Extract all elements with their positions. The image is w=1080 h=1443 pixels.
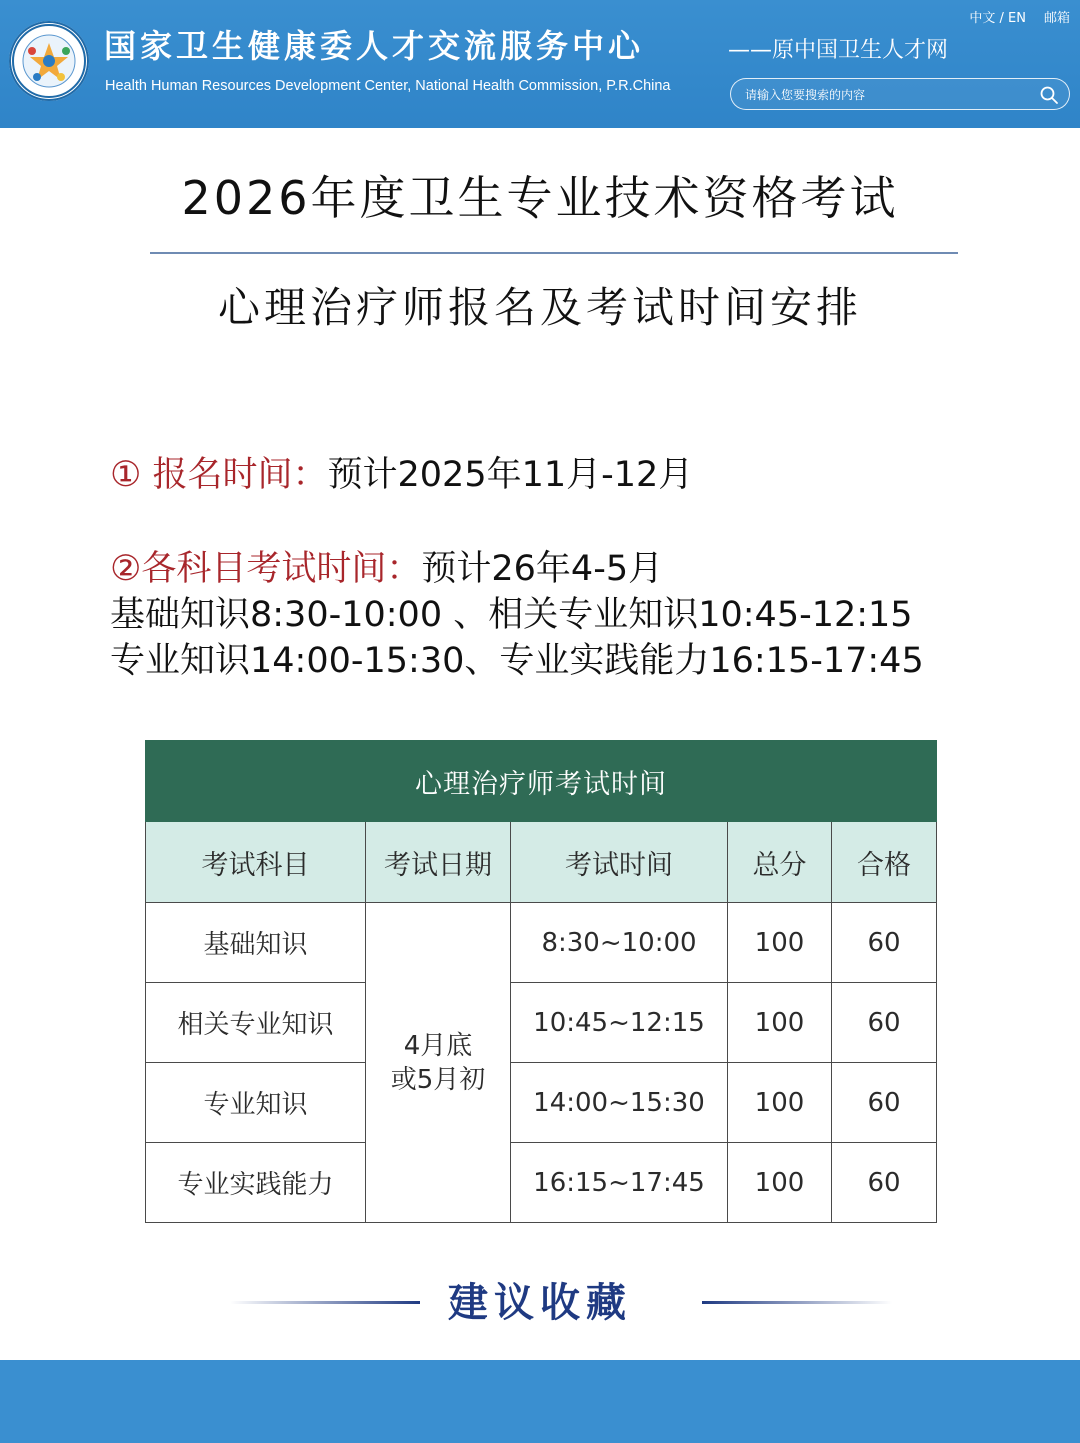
table-row	[146, 983, 937, 1063]
cell-time: 16:15~17:45	[511, 1143, 728, 1223]
cell-exam-date	[366, 903, 511, 1223]
exam-date-line-1: 4月底	[403, 1030, 473, 1061]
exam-schedule-line-2: 专业知识14:00-15:30、专业实践能力16:15-17:45	[110, 641, 924, 681]
cell-total: 100	[728, 903, 832, 983]
column-header-time: 考试时间	[511, 822, 728, 903]
cell-subject: 专业实践能力	[146, 1143, 366, 1223]
footer-bar	[0, 1360, 1080, 1443]
org-name-cn: 国家卫生健康委人才交流服务中心	[104, 27, 645, 65]
table-caption: 心理治疗师考试时间	[146, 741, 937, 822]
search-icon[interactable]	[1039, 85, 1059, 105]
table-row	[146, 1143, 937, 1223]
exam-time-label: ②各科目考试时间：	[110, 549, 422, 589]
cell-time: 10:45~12:15	[511, 983, 728, 1063]
cell-pass: 60	[832, 983, 937, 1063]
search-input[interactable]	[743, 83, 1027, 107]
org-name-en: Health Human Resources Development Center, National Health Commission, P.R.China	[105, 78, 671, 94]
exam-schedule-table	[145, 740, 937, 1223]
registration-time-line	[110, 452, 693, 498]
site-header	[0, 0, 1080, 128]
cell-total: 100	[728, 1143, 832, 1223]
cell-subject: 基础知识	[146, 903, 366, 983]
search-box	[730, 78, 1070, 110]
cell-subject: 相关专业知识	[146, 983, 366, 1063]
cell-total: 100	[728, 1063, 832, 1143]
cell-pass: 60	[832, 1063, 937, 1143]
title-divider	[150, 252, 958, 254]
cell-time: 14:00~15:30	[511, 1063, 728, 1143]
cell-total: 100	[728, 983, 832, 1063]
save-divider-right	[702, 1301, 892, 1304]
exam-date-line-2: 或5月初	[390, 1064, 486, 1095]
column-header-date: 考试日期	[366, 822, 511, 903]
cell-subject: 专业知识	[146, 1063, 366, 1143]
column-header-total: 总分	[728, 822, 832, 903]
exam-time-line	[110, 546, 663, 592]
cell-time: 8:30~10:00	[511, 903, 728, 983]
language-switch-link[interactable]: 中文 / EN	[969, 11, 1026, 26]
registration-label: ① 报名时间：	[110, 455, 328, 495]
page-title: 2026年度卫生专业技术资格考试	[181, 171, 899, 225]
cell-pass: 60	[832, 1143, 937, 1223]
exam-schedule-line-1: 基础知识8:30-10:00 、相关专业知识10:45-12:15	[110, 595, 913, 635]
page-subtitle: 心理治疗师报名及考试时间安排	[217, 283, 862, 332]
column-header-pass: 合格	[832, 822, 937, 903]
table-row	[146, 1063, 937, 1143]
logo-emblem-icon[interactable]	[9, 21, 89, 101]
org-former-name: ——原中国卫生人才网	[728, 38, 949, 63]
column-header-subject: 考试科目	[146, 822, 366, 903]
table-row	[146, 903, 937, 983]
save-recommendation: 建议收藏	[448, 1280, 632, 1326]
top-links	[969, 9, 1070, 29]
exam-time-value: 预计26年4-5月	[421, 549, 664, 589]
mail-link[interactable]: 邮箱	[1043, 11, 1070, 26]
cell-pass: 60	[832, 903, 937, 983]
registration-value: 预计2025年11月-12月	[327, 455, 694, 495]
